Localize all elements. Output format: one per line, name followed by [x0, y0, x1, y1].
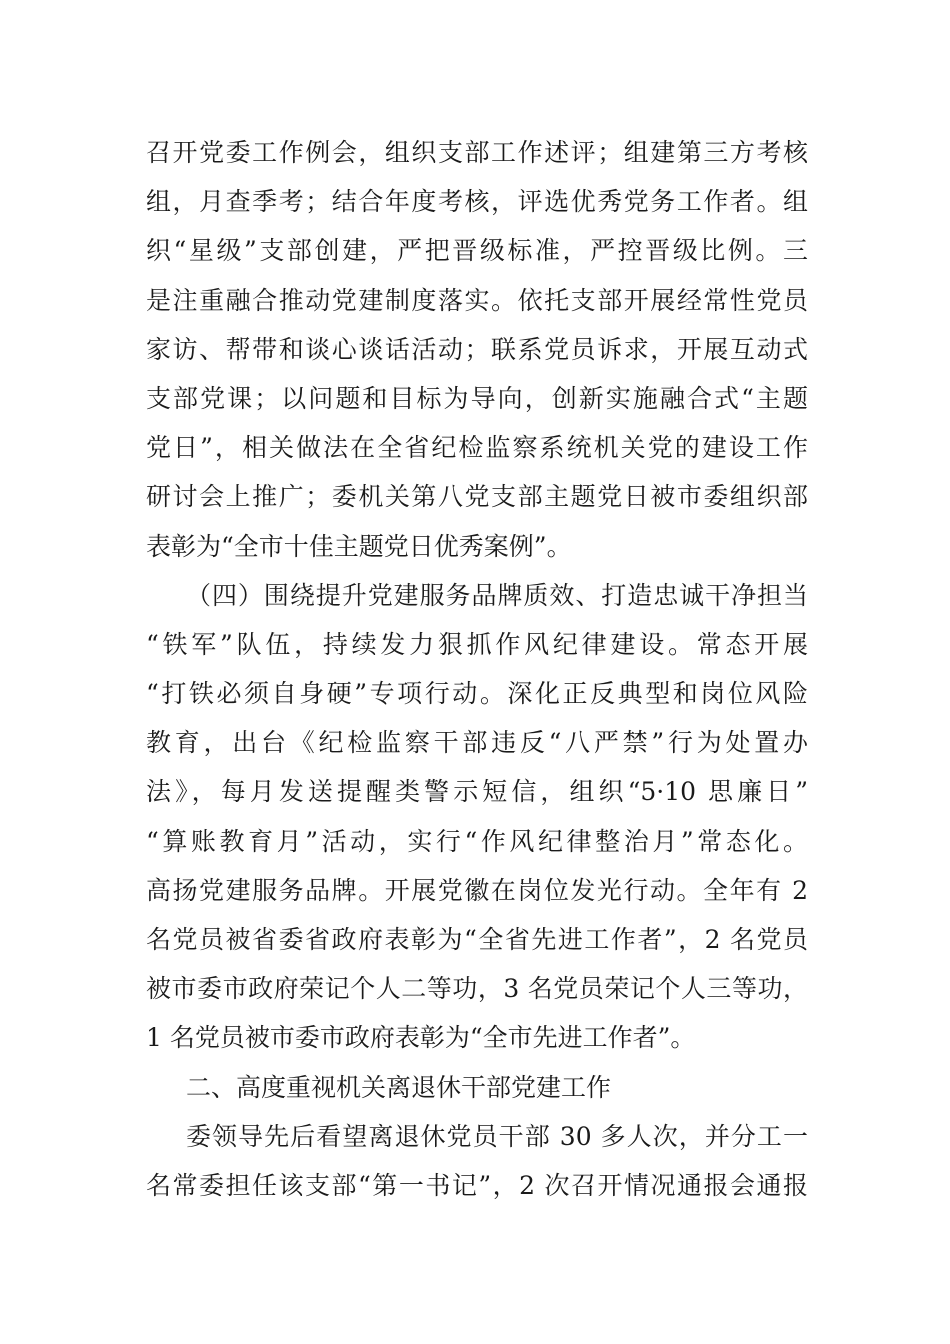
text-line: 织“星级”支部创建，严把晋级标准，严控晋级比例。三 [146, 236, 808, 266]
text-line: “打铁必须自身硬”专项行动。深化正反典型和岗位风险 [146, 679, 808, 709]
body-text [146, 128, 808, 1210]
text-line: 党日”，相关做法在全省纪检监察系统机关党的建设工作 [146, 433, 808, 463]
text-line: 教育，出台《纪检监察干部违反“八严禁”行为处置办 [146, 728, 808, 758]
text-line: 家访、帮带和谈心谈话活动；联系党员诉求，开展互动式 [146, 334, 808, 364]
section-four-heading-line: （四）围绕提升党建服务品牌质效、打造忠诚干净担当 [186, 580, 808, 610]
text-line: 表彰为“全市十佳主题党日优秀案例”。 [146, 531, 572, 561]
section-two-heading: 二、高度重视机关离退休干部党建工作 [186, 1072, 612, 1102]
text-line: 支部党课；以问题和目标为导向，创新实施融合式“主题 [146, 383, 808, 413]
text-line: 研讨会上推广；委机关第八党支部主题党日被市委组织部 [146, 482, 808, 512]
text-line: 被市委市政府荣记个人二等功，3 名党员荣记个人三等功， [146, 974, 808, 1004]
text-line: 名常委担任该支部“第一书记”，2 次召开情况通报会通报 [146, 1170, 808, 1200]
text-line: 召开党委工作例会，组织支部工作述评；组建第三方考核 [146, 138, 808, 167]
text-line: 名党员被省委省政府表彰为“全省先进工作者”，2 名党员 [146, 925, 808, 954]
text-line: 委领导先后看望离退休党员干部 30 多人次，并分工一 [186, 1121, 808, 1151]
text-line: 1 名党员被市委市政府表彰为“全市先进工作者”。 [146, 1023, 696, 1053]
text-line: 高扬党建服务品牌。开展党徽在岗位发光行动。全年有 2 [146, 875, 808, 905]
text-line: 是注重融合推动党建制度落实。依托支部开展经常性党员 [146, 285, 808, 315]
text-line: “算账教育月”活动，实行“作风纪律整治月”常态化。 [146, 826, 808, 856]
text-line: 法》，每月发送提醒类警示短信，组织“5·10 思廉日” [146, 777, 808, 807]
text-line: 组，月查季考；结合年度考核，评选优秀党务工作者。组 [146, 187, 808, 217]
text-line: “铁军”队伍，持续发力狠抓作风纪律建设。常态开展 [146, 629, 808, 659]
